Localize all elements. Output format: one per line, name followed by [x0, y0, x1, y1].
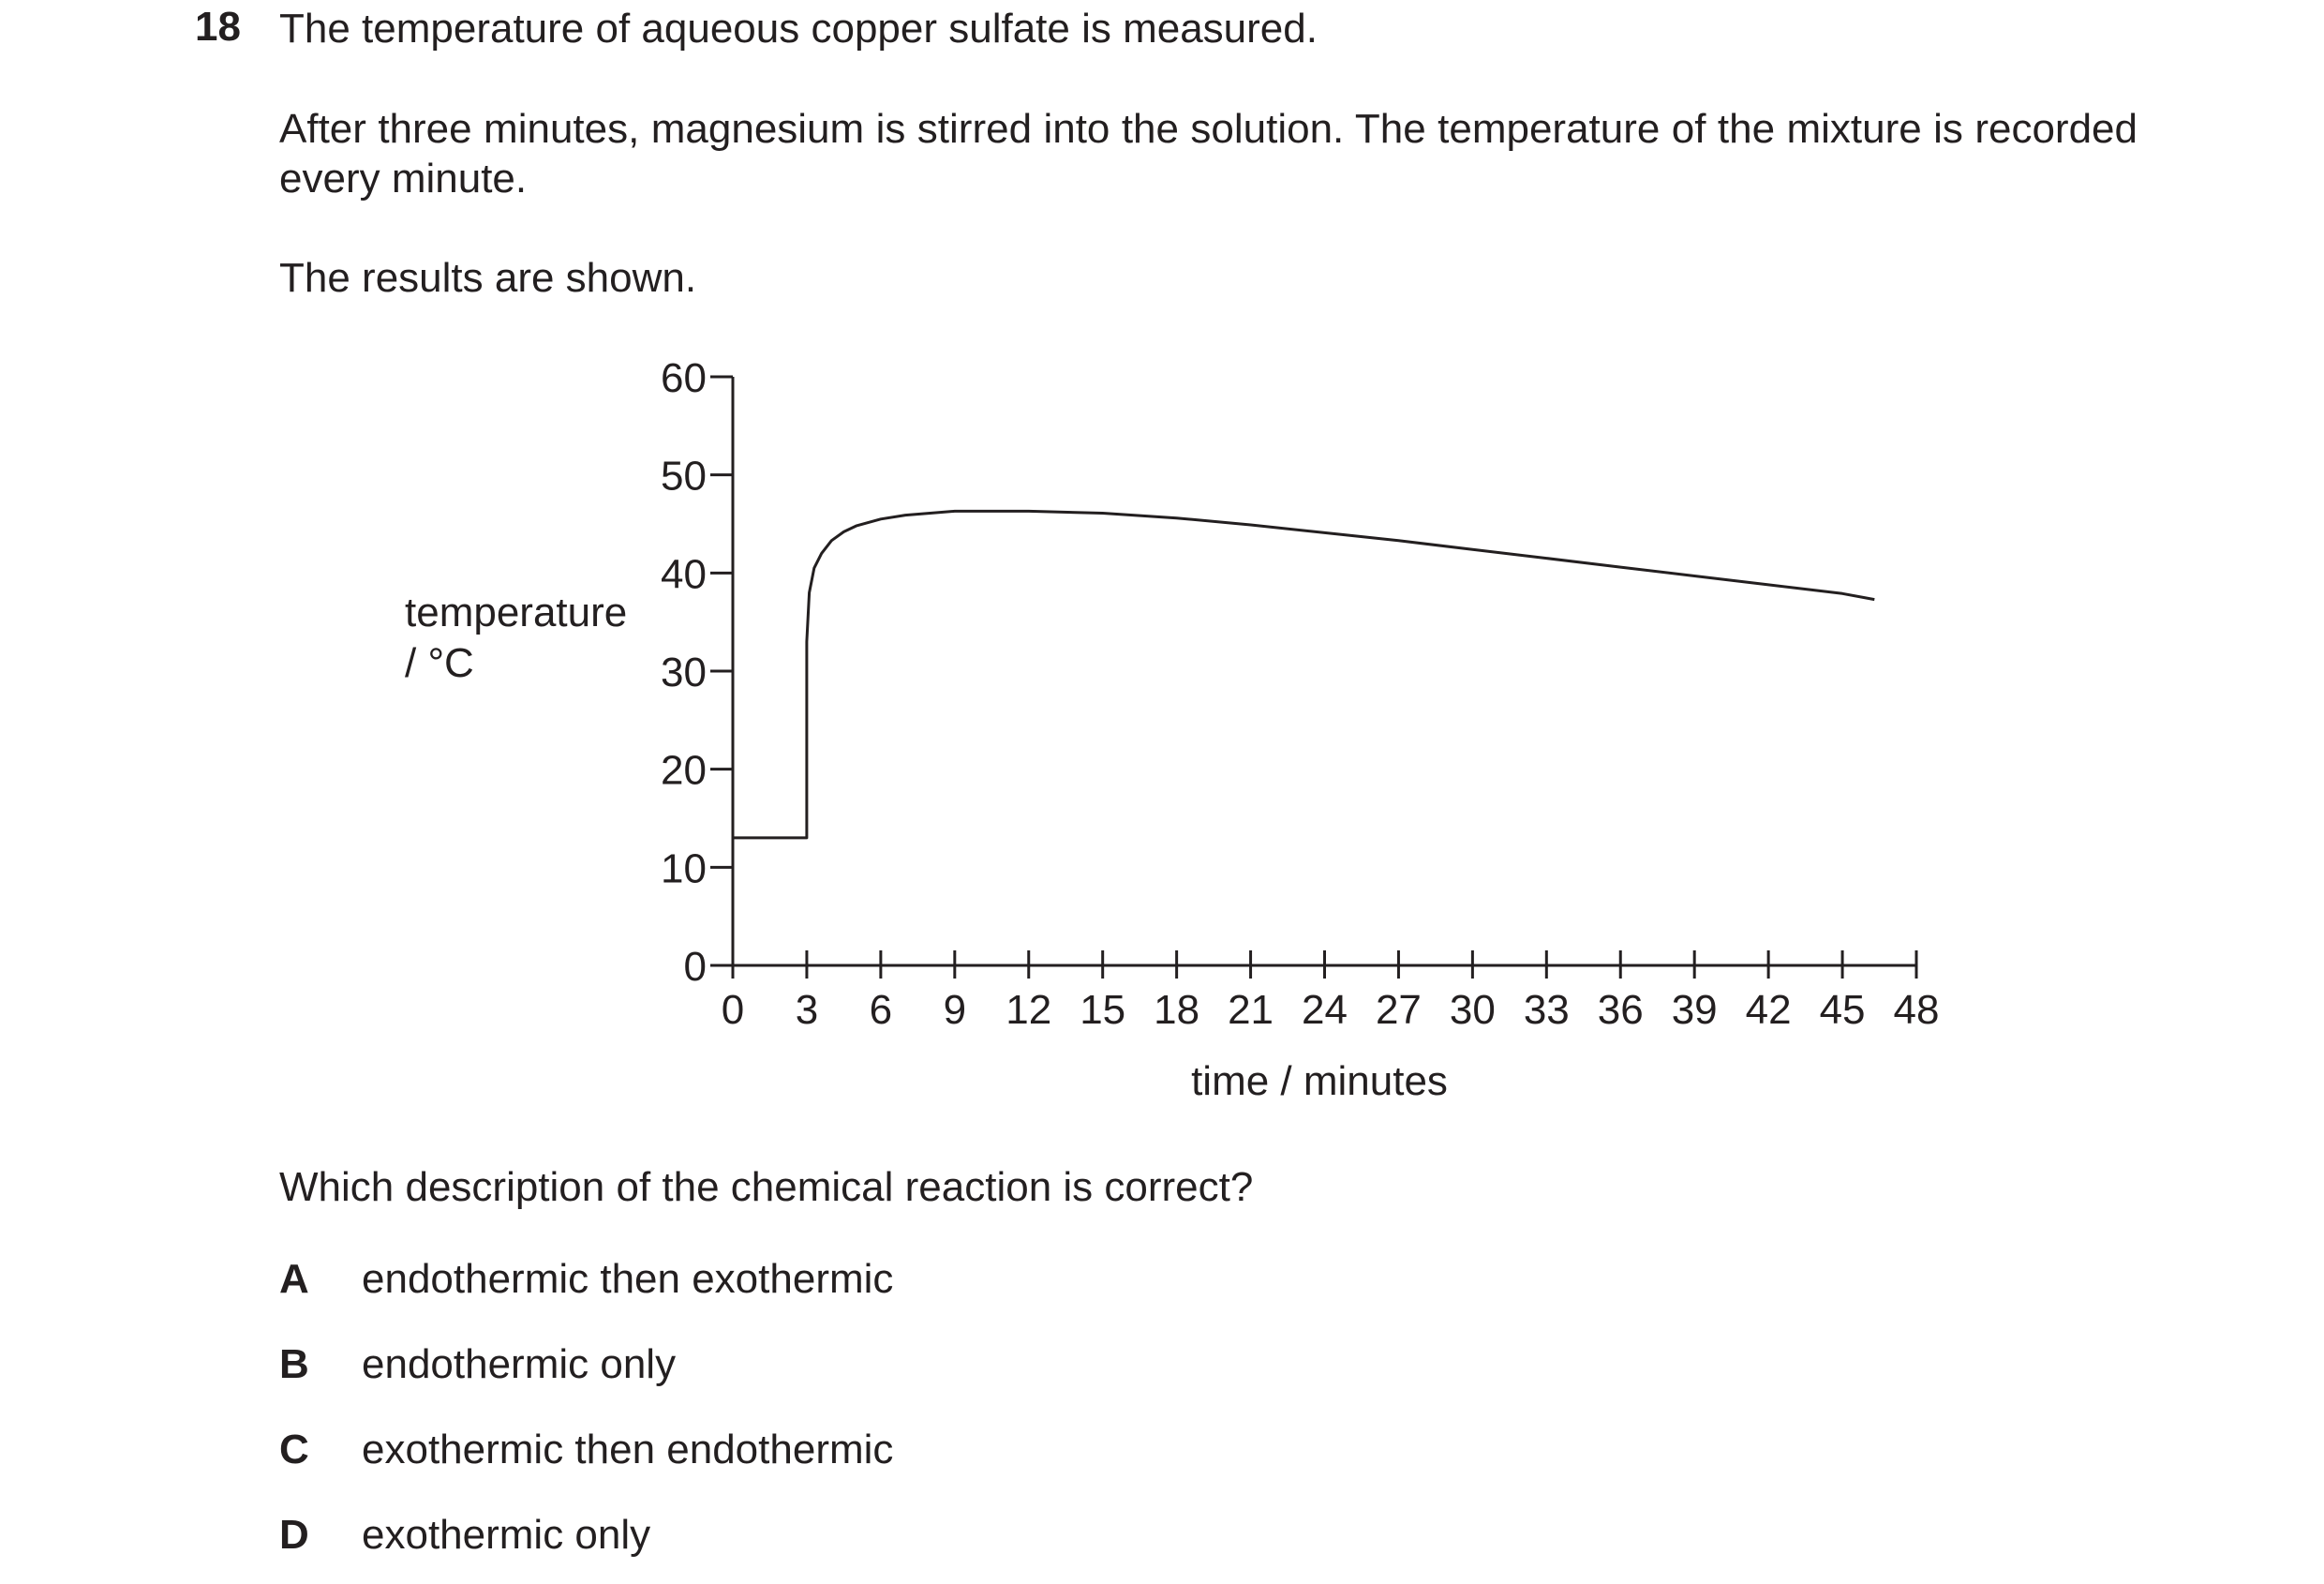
- chart-series: [733, 511, 1874, 838]
- y-tick-label: 40: [661, 551, 707, 598]
- x-tick-label: 42: [1745, 987, 1792, 1033]
- question-number: 18: [195, 4, 241, 50]
- x-axis-ticks: [722, 950, 1940, 1033]
- x-tick-label: 18: [1154, 987, 1200, 1033]
- question-intro: The temperature of aqueous copper sulfate is measured.: [279, 6, 1318, 52]
- y-axis-unit: / °C: [405, 640, 474, 686]
- option-b-text[interactable]: endothermic only: [362, 1341, 677, 1387]
- x-tick-label: 36: [1597, 987, 1644, 1033]
- x-tick-label: 33: [1523, 987, 1570, 1033]
- y-axis-label: temperature: [405, 590, 628, 635]
- option-d-letter[interactable]: D: [279, 1512, 309, 1558]
- x-tick-label: 21: [1228, 987, 1274, 1033]
- question-prompt: Which description of the chemical reaction is correct?: [279, 1164, 1254, 1210]
- option-c-text[interactable]: exothermic then endothermic: [362, 1427, 894, 1472]
- x-tick-label: 27: [1375, 987, 1422, 1033]
- option-c-letter[interactable]: C: [279, 1427, 309, 1472]
- y-tick-label: 20: [661, 747, 707, 794]
- y-tick-label: 50: [661, 453, 707, 500]
- x-tick-label: 3: [795, 987, 819, 1033]
- option-a-text[interactable]: endothermic then exothermic: [362, 1256, 894, 1302]
- chart-axes: [733, 377, 1916, 965]
- y-tick-label: 60: [661, 355, 707, 401]
- y-axis-ticks: [661, 355, 733, 990]
- x-tick-label: 30: [1449, 987, 1496, 1033]
- y-tick-label: 10: [661, 845, 707, 892]
- option-b-letter[interactable]: B: [279, 1341, 309, 1387]
- x-tick-label: 48: [1893, 987, 1940, 1033]
- temperature-line: [733, 511, 1874, 838]
- x-tick-label: 39: [1671, 987, 1718, 1033]
- option-d-text[interactable]: exothermic only: [362, 1512, 651, 1558]
- x-tick-label: 15: [1080, 987, 1126, 1033]
- x-axis-label: time / minutes: [1191, 1058, 1448, 1104]
- y-tick-label: 30: [661, 650, 707, 695]
- question-results-intro: The results are shown.: [279, 255, 697, 301]
- y-tick-label: 0: [683, 944, 707, 990]
- x-tick-label: 24: [1302, 987, 1348, 1033]
- option-a-letter[interactable]: A: [279, 1256, 309, 1302]
- x-tick-label: 0: [721, 987, 745, 1033]
- x-tick-label: 6: [869, 987, 893, 1033]
- x-tick-label: 9: [943, 987, 967, 1033]
- x-tick-label: 45: [1819, 987, 1866, 1033]
- x-tick-label: 12: [1006, 987, 1052, 1033]
- question-method: After three minutes, magnesium is stirred into the solution. The temperature of the mixture is recorded every minute.: [279, 106, 2138, 202]
